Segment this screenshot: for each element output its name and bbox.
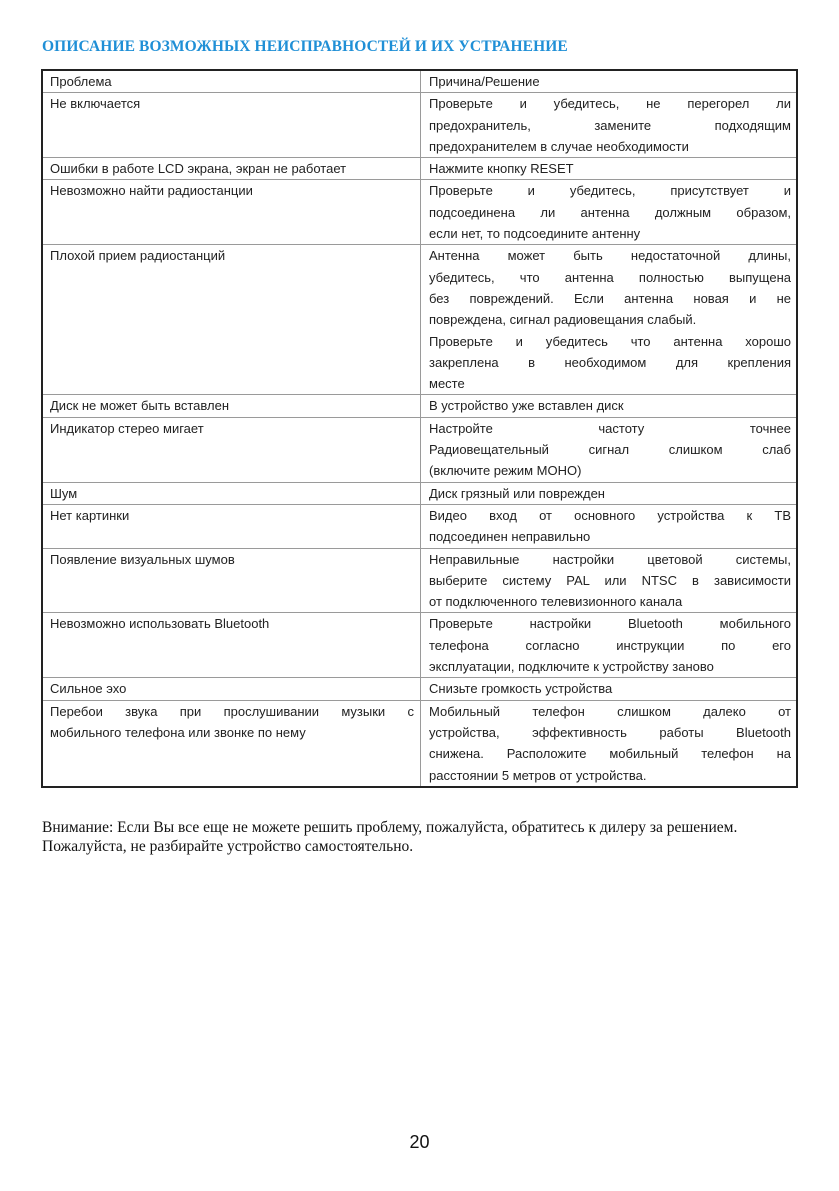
- solution-text: устройства, эффективность работы Bluetooth: [429, 724, 791, 740]
- page-number: 20: [409, 1132, 430, 1152]
- solution-cell: [421, 93, 798, 158]
- solution-text: Снизьте громкость устройства: [429, 681, 613, 697]
- problem-text: Сильное эхо: [50, 681, 127, 697]
- solution-cell: [421, 482, 798, 504]
- solution-text: Мобильный телефон слишком далеко от: [429, 703, 791, 719]
- warning-note: Внимание: Если Вы все еще не можете решить проблему, пожалуйста, обратитесь к дилеру за решением. Пожалуйста, не разбирайте устройство самостоятельно.: [42, 819, 738, 855]
- solution-text: повреждена, сигнал радиовещания слабый.: [429, 312, 697, 328]
- problem-cell: [42, 417, 421, 482]
- problem-text: Перебои звука при прослушивании музыки с: [50, 703, 414, 719]
- table-row: [42, 245, 798, 395]
- solution-text: предохранитель, замените подходящим: [429, 117, 791, 133]
- solution-cell: [421, 158, 798, 180]
- table-row: [42, 482, 798, 504]
- page-title: ОПИСАНИЕ ВОЗМОЖНЫХ НЕИСПРАВНОСТЕЙ И ИХ УСТРАНЕНИЕ: [42, 38, 568, 55]
- solution-text: выберите систему PAL или NTSC в зависимости: [429, 572, 791, 588]
- problem-text: Ошибки в работе LCD экрана, экран не работает: [50, 161, 347, 177]
- header-problem: Проблема: [42, 70, 421, 93]
- troubleshooting-table: [41, 69, 798, 788]
- problem-cell: [42, 504, 421, 548]
- problem-text: Невозможно найти радиостанции: [50, 183, 253, 199]
- table-row: [42, 417, 798, 482]
- solution-text: Нажмите кнопку RESET: [429, 161, 574, 177]
- problem-cell: [42, 180, 421, 245]
- problem-text: Плохой прием радиостанций: [50, 248, 226, 264]
- solution-text: (включите режим МОНО): [429, 463, 582, 479]
- problem-text: Невозможно использовать Bluetooth: [50, 616, 270, 632]
- solution-cell: [421, 678, 798, 700]
- solution-cell: [421, 548, 798, 613]
- table-row: [42, 93, 798, 158]
- solution-text: подсоединена ли антенна должным образом,: [429, 204, 791, 220]
- solution-text: Проверьте настройки Bluetooth мобильного: [429, 616, 791, 632]
- solution-text: эксплуатации, подключите к устройству заново: [429, 659, 714, 675]
- problem-cell: [42, 482, 421, 504]
- solution-text: Радиовещательный сигнал слишком слаб: [429, 442, 791, 458]
- header-solution: Причина/Решение: [421, 70, 798, 93]
- table-header-row: [42, 70, 798, 93]
- solution-text: подсоединен неправильно: [429, 529, 591, 545]
- table-row: [42, 548, 798, 613]
- table-row: [42, 158, 798, 180]
- table-row: [42, 678, 798, 700]
- solution-cell: [421, 700, 798, 787]
- solution-cell: [421, 245, 798, 395]
- table-border-left: [41, 69, 43, 788]
- problem-cell: [42, 245, 421, 395]
- table-row: [42, 613, 798, 678]
- solution-text: Неправильные настройки цветовой системы,: [429, 551, 791, 567]
- problem-text: Шум: [50, 485, 78, 501]
- problem-text: Диск не может быть вставлен: [50, 398, 229, 414]
- solution-text: Видео вход от основного устройства к ТВ: [429, 507, 791, 523]
- solution-cell: [421, 613, 798, 678]
- solution-text: Настройте частоту точнее: [429, 420, 791, 436]
- solution-text: Антенна может быть недостаточной длины,: [429, 248, 791, 264]
- solution-text: убедитесь, что антенна полностью выпущена: [429, 269, 791, 285]
- problem-cell: [42, 158, 421, 180]
- solution-text: месте: [429, 376, 465, 392]
- solution-text: Проверьте и убедитесь что антенна хорошо: [429, 333, 791, 349]
- solution-text: предохранителем в случае необходимости: [429, 138, 689, 154]
- table-border-right: [796, 69, 798, 788]
- problem-cell: [42, 678, 421, 700]
- solution-text: Проверьте и убедитесь, не перегорел ли: [429, 96, 791, 112]
- problem-cell: [42, 395, 421, 417]
- solution-text: В устройство уже вставлен диск: [429, 398, 624, 414]
- solution-text: Диск грязный или поврежден: [429, 485, 605, 501]
- solution-text: телефона согласно инструкции по его: [429, 637, 791, 653]
- solution-text: от подключенного телевизионного канала: [429, 594, 683, 610]
- solution-text: без повреждений. Если антенна новая и не: [429, 290, 791, 306]
- solution-cell: [421, 395, 798, 417]
- solution-text: снижена. Расположите мобильный телефон на: [429, 746, 791, 762]
- solution-text: если нет, то подсоедините антенну: [429, 226, 641, 242]
- table-row: [42, 504, 798, 548]
- problem-text: Появление визуальных шумов: [50, 551, 235, 567]
- solution-cell: [421, 180, 798, 245]
- problem-text: Индикатор стерео мигает: [50, 420, 204, 436]
- problem-cell: [42, 613, 421, 678]
- table-row: [42, 395, 798, 417]
- problem-text: Не включается: [50, 96, 141, 112]
- table-row: [42, 700, 798, 787]
- problem-cell: [42, 548, 421, 613]
- problem-cell: [42, 93, 421, 158]
- table-row: [42, 180, 798, 245]
- problem-text: мобильного телефона или звонке по нему: [50, 724, 306, 740]
- problem-text: Нет картинки: [50, 507, 130, 523]
- solution-cell: [421, 504, 798, 548]
- solution-text: закреплена в необходимом для крепления: [429, 354, 791, 370]
- solution-text: Проверьте и убедитесь, присутствует и: [429, 183, 791, 199]
- problem-cell: [42, 700, 421, 787]
- solution-text: расстоянии 5 метров от устройства.: [429, 767, 647, 783]
- solution-cell: [421, 417, 798, 482]
